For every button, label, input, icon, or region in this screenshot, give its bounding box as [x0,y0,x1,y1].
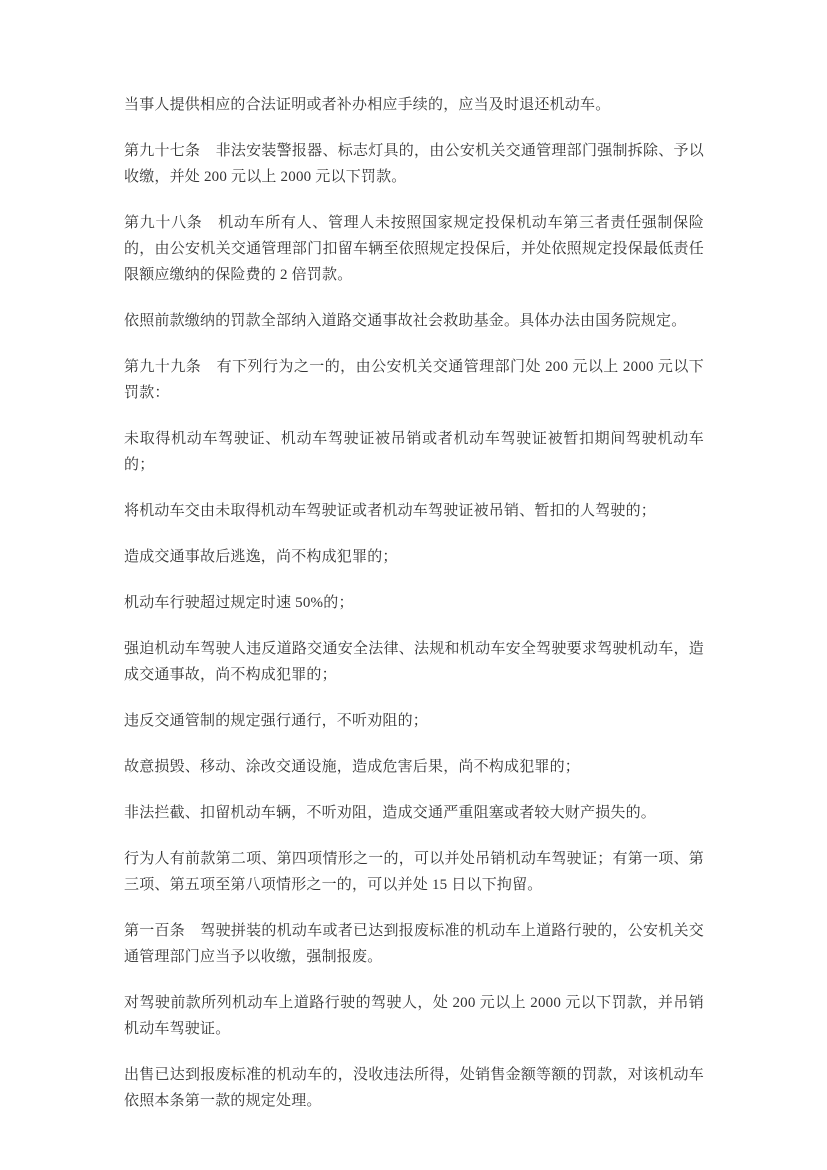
paragraph: 当事人提供相应的合法证明或者补办相应手续的，应当及时退还机动车。 [124,97,611,113]
list-item-paragraph: 违反交通管制的规定强行通行，不听劝阻的； [124,713,429,729]
list-item-paragraph: 非法拦截、扣留机动车辆，不听劝阻，造成交通严重阻塞或者较大财产损失的。 [124,805,657,821]
list-item-paragraph: 将机动车交由未取得机动车驾驶证或者机动车驾驶证被吊销、暂扣的人驾驶的； [124,503,657,519]
paragraph: 依照前款缴纳的罚款全部纳入道路交通事故社会救助基金。具体办法由国务院规定。 [124,313,687,329]
article-97-paragraph: 第九十七条 非法安装警报器、标志灯具的，由公安机关交通管理部门强制拆除、予以收缴，并处 200 元以上 2000 元以下罚款。 [124,143,704,185]
article-99-paragraph: 第九十九条 有下列行为之一的，由公安机关交通管理部门处 200 元以上 2000 元以下罚款： [124,359,704,401]
list-item-paragraph: 造成交通事故后逃逸，尚不构成犯罪的； [124,549,398,565]
article-100-paragraph: 第一百条 驾驶拼装的机动车或者已达到报废标准的机动车上道路行驶的，公安机关交通管理部门应当予以收缴，强制报废。 [124,923,704,965]
document-body [124,92,704,1134]
paragraph: 对驾驶前款所列机动车上道路行驶的驾驶人，处 200 元以上 2000 元以下罚款，并吊销机动车驾驶证。 [124,995,704,1037]
article-98-paragraph: 第九十八条 机动车所有人、管理人未按照国家规定投保机动车第三者责任强制保险的，由公安机关交通管理部门扣留车辆至依照规定投保后，并处依照规定投保最低责任限额应缴纳的保险费的 2 倍罚款。 [124,215,704,283]
paragraph: 出售已达到报废标准的机动车的，没收违法所得，处销售金额等额的罚款，对该机动车依照本条第一款的规定处理。 [124,1067,704,1109]
list-item-paragraph: 强迫机动车驾驶人违反道路交通安全法律、法规和机动车安全驾驶要求驾驶机动车，造成交通事故，尚不构成犯罪的； [124,641,704,683]
list-item-paragraph: 故意损毁、移动、涂改交通设施，造成危害后果，尚不构成犯罪的； [124,759,581,775]
list-item-paragraph: 机动车行驶超过规定时速 50%的； [124,595,354,611]
list-item-paragraph: 未取得机动车驾驶证、机动车驾驶证被吊销或者机动车驾驶证被暂扣期间驾驶机动车的； [124,431,704,473]
paragraph: 行为人有前款第二项、第四项情形之一的，可以并处吊销机动车驾驶证；有第一项、第三项、第五项至第八项情形之一的，可以并处 15 日以下拘留。 [124,851,704,893]
